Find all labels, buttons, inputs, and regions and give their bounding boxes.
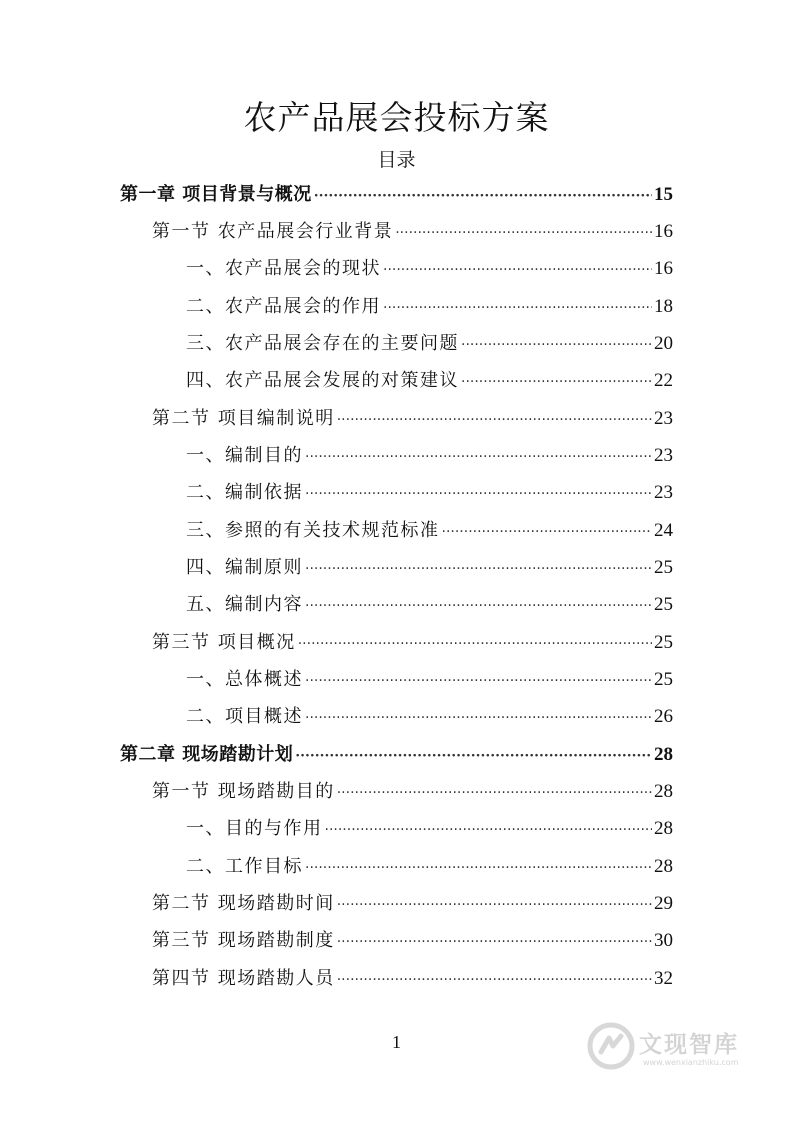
toc-leader-dots <box>305 484 652 504</box>
toc-entry-label: 第二节 现场踏勘时间 <box>152 893 335 914</box>
toc-leader-dots <box>305 596 652 616</box>
toc-entry-label: 第一章 项目背景与概况 <box>120 184 312 205</box>
toc-entry[interactable] <box>186 329 673 355</box>
toc-entry[interactable] <box>186 814 673 840</box>
toc-entry-page: 24 <box>654 520 673 541</box>
toc-entry[interactable] <box>186 665 673 691</box>
toc-entry-page: 20 <box>654 333 673 354</box>
toc-entry-label: 二、农产品展会的作用 <box>186 296 381 317</box>
toc-leader-dots <box>337 970 652 990</box>
toc-leader-dots <box>305 559 652 579</box>
page-number: 1 <box>392 1032 401 1052</box>
toc-entry[interactable] <box>152 217 673 243</box>
toc-leader-dots <box>305 447 652 467</box>
toc-leader-dots <box>298 634 652 654</box>
toc-heading: 目录 <box>377 149 416 171</box>
toc-entry-page: 28 <box>654 856 673 877</box>
toc-entry-page: 23 <box>654 408 673 429</box>
watermark-logo-icon <box>587 1022 635 1070</box>
toc-leader-dots <box>337 932 652 952</box>
toc-entry[interactable] <box>120 180 673 206</box>
toc-entry-page: 25 <box>654 669 673 690</box>
toc-entry-page: 23 <box>654 445 673 466</box>
toc-entry[interactable] <box>152 628 673 654</box>
toc-entry-page: 28 <box>654 744 673 765</box>
toc-leader-dots <box>395 223 652 243</box>
toc-entry[interactable] <box>186 852 673 878</box>
toc-entry[interactable] <box>186 702 673 728</box>
toc-entry-label: 第三节 现场踏勘制度 <box>152 930 335 951</box>
toc-entry-label: 第二章 现场踏勘计划 <box>120 744 294 765</box>
toc-leader-dots <box>325 820 653 840</box>
toc-entry-label: 一、农产品展会的现状 <box>186 258 381 279</box>
toc-leader-dots <box>383 298 652 318</box>
toc-entry-label: 第一节 现场踏勘目的 <box>152 781 335 802</box>
toc-leader-dots <box>461 335 652 355</box>
toc-entry-page: 18 <box>654 296 673 317</box>
toc-entry-page: 26 <box>654 706 673 727</box>
toc-entry[interactable] <box>152 404 673 430</box>
toc-entry-label: 一、总体概述 <box>186 669 303 690</box>
watermark-text: 文现智库 <box>639 1032 739 1058</box>
toc-leader-dots <box>383 260 652 280</box>
toc-entry[interactable] <box>186 441 673 467</box>
toc-entry-page: 25 <box>654 594 673 615</box>
toc-entry-page: 16 <box>654 221 673 242</box>
toc-leader-dots <box>305 858 652 878</box>
toc-entry-page: 32 <box>654 968 673 989</box>
toc-entry-label: 二、项目概述 <box>186 706 303 727</box>
toc-entry-page: 29 <box>654 893 673 914</box>
toc-entry[interactable] <box>186 292 673 318</box>
toc-entry-label: 五、编制内容 <box>186 594 303 615</box>
toc-entry-label: 第二节 项目编制说明 <box>152 408 335 429</box>
toc-entry-page: 22 <box>654 370 673 391</box>
toc-entry-label: 第一节 农产品展会行业背景 <box>152 221 394 242</box>
watermark-url: www.wenxianzhiku.com <box>643 1058 739 1067</box>
toc-entry-label: 一、目的与作用 <box>186 818 323 839</box>
toc-entry-page: 25 <box>654 632 673 653</box>
watermark <box>587 1018 757 1078</box>
toc-leader-dots <box>305 671 652 691</box>
toc-leader-dots <box>337 895 652 915</box>
toc-entry-label: 第三节 项目概况 <box>152 632 296 653</box>
toc-leader-dots <box>337 410 652 430</box>
toc-entry-page: 30 <box>654 930 673 951</box>
toc-entry[interactable] <box>186 366 673 392</box>
toc-entry[interactable] <box>152 964 673 990</box>
toc-entry-label: 四、编制原则 <box>186 557 303 578</box>
toc-entry-label: 一、编制目的 <box>186 445 303 466</box>
toc-entry-page: 28 <box>654 818 673 839</box>
toc-entry-page: 28 <box>654 781 673 802</box>
toc-entry[interactable] <box>152 926 673 952</box>
toc-entry-page: 23 <box>654 482 673 503</box>
toc-entry[interactable] <box>152 777 673 803</box>
toc-leader-dots <box>305 708 652 728</box>
toc-entry-label: 二、工作目标 <box>186 856 303 877</box>
document-title: 农产品展会投标方案 <box>243 98 550 137</box>
toc-entry[interactable] <box>186 553 673 579</box>
toc-leader-dots <box>461 372 652 392</box>
toc-entry[interactable] <box>186 590 673 616</box>
toc-leader-dots <box>442 522 653 542</box>
toc-entry-label: 第四节 现场踏勘人员 <box>152 968 335 989</box>
toc-entry[interactable] <box>186 254 673 280</box>
toc-entry-page: 15 <box>654 184 673 205</box>
toc-entry-page: 16 <box>654 258 673 279</box>
toc-leader-dots <box>295 746 652 766</box>
toc-entry-label: 三、农产品展会存在的主要问题 <box>186 333 459 354</box>
toc-entry-label: 二、编制依据 <box>186 482 303 503</box>
toc-entry-label: 四、农产品展会发展的对策建议 <box>186 370 459 391</box>
toc-leader-dots <box>337 783 652 803</box>
toc-entry[interactable] <box>186 478 673 504</box>
toc-entry-page: 25 <box>654 557 673 578</box>
toc-entry[interactable] <box>152 889 673 915</box>
toc-entry[interactable] <box>120 740 673 766</box>
toc-entry[interactable] <box>186 516 673 542</box>
toc-entry-label: 三、参照的有关技术规范标准 <box>186 520 440 541</box>
toc-leader-dots <box>314 186 652 206</box>
